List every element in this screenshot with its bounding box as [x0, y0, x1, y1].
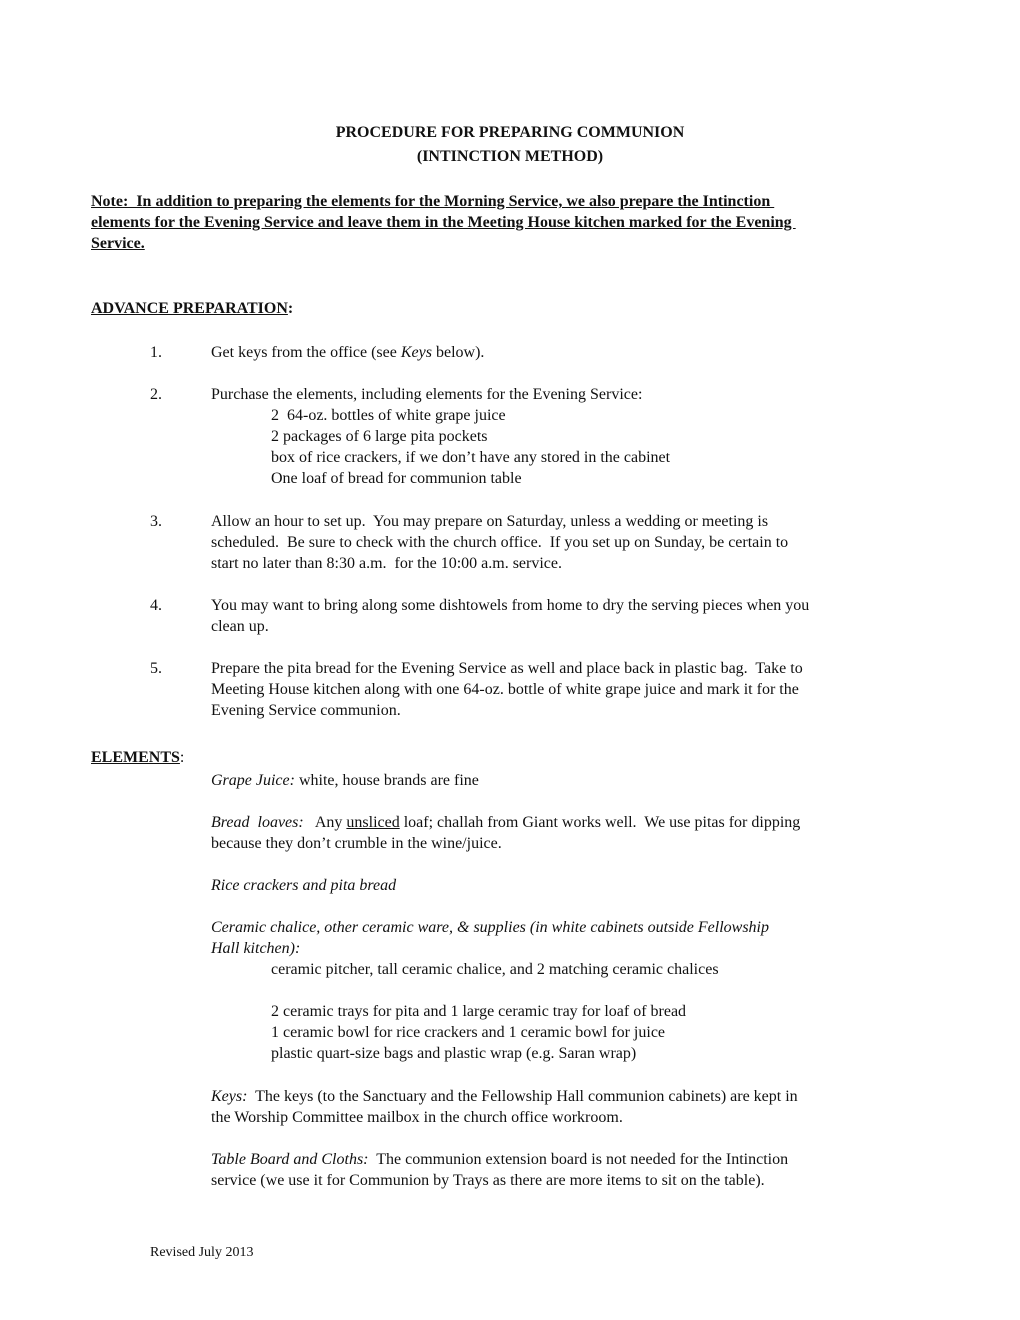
purchase-item: 2 packages of 6 large pita pockets — [271, 428, 488, 445]
keys-entry — [211, 1086, 911, 1107]
list-number: 2. — [150, 386, 162, 403]
rice-crackers-label: Rice crackers and pita bread — [211, 877, 397, 894]
note-line: Note: In addition to preparing the elements for the Morning Service, we also prepare the Intinction — [91, 193, 775, 210]
keys-text: The keys (to the Sanctuary and the Fellowship Hall communion cabinets) are kept in — [247, 1088, 798, 1105]
elements-heading-text: ELEMENTS — [91, 749, 180, 766]
purchase-item: box of rice crackers, if we don’t have any stored in the cabinet — [271, 449, 671, 466]
elements-heading-colon: : — [179, 749, 185, 766]
elements-heading — [91, 747, 184, 768]
table-board-label: Table Board and Cloths: — [211, 1151, 369, 1168]
list-item-line: Meeting House kitchen along with one 64-oz. bottle of white grape juice and mark it for the — [211, 681, 799, 698]
note-line: Service. — [91, 235, 145, 252]
bread-entry — [211, 812, 911, 833]
unsliced-text: unsliced — [346, 814, 400, 831]
list-item-text: Purchase the elements, including elements for the Evening Service: — [211, 386, 643, 403]
page-title: PROCEDURE FOR PREPARING COMMUNION — [335, 124, 685, 141]
table-board-text: The communion extension board is not needed for the Intinction — [368, 1151, 789, 1168]
list-number: 1. — [150, 344, 162, 361]
list-item-line: start no later than 8:30 a.m. for the 10:00 a.m. service. — [211, 555, 563, 572]
ceramic-item: plastic quart-size bags and plastic wrap (e.g. Saran wrap) — [271, 1045, 637, 1062]
bread-text: loaf; challah from Giant works well. We use pitas for dipping — [399, 814, 801, 831]
ceramic-label: Hall kitchen): — [211, 940, 301, 957]
advance-heading-text: ADVANCE PREPARATION — [91, 300, 288, 317]
grape-juice-entry — [211, 770, 911, 791]
advance-heading — [91, 298, 293, 319]
table-board-entry — [211, 1149, 911, 1170]
revised-footer: Revised July 2013 — [150, 1245, 254, 1260]
bread-text: Any — [303, 814, 347, 831]
keys-line: the Worship Committee mailbox in the church office workroom. — [211, 1109, 623, 1126]
list-item-line: Allow an hour to set up. You may prepare on Saturday, unless a wedding or meeting is — [211, 513, 769, 530]
list-item-line: scheduled. Be sure to check with the church office. If you set up on Sunday, be certain to — [211, 534, 789, 551]
advance-heading-colon: : — [287, 300, 294, 317]
note-line: elements for the Evening Service and leave them in the Meeting House kitchen marked for the Evening — [91, 214, 796, 231]
list-item — [211, 342, 911, 363]
ceramic-label: Ceramic chalice, other ceramic ware, & supplies (in white cabinets outside Fellowship — [211, 919, 769, 936]
ceramic-item: ceramic pitcher, tall ceramic chalice, and 2 matching ceramic chalices — [271, 961, 719, 978]
purchase-item: One loaf of bread for communion table — [271, 470, 522, 487]
page-subtitle: (INTINCTION METHOD) — [416, 148, 604, 165]
ceramic-item: 1 ceramic bowl for rice crackers and 1 ceramic bowl for juice — [271, 1024, 666, 1041]
grape-juice-label: Grape Juice: — [211, 772, 295, 789]
list-item-line: Prepare the pita bread for the Evening Service as well and place back in plastic bag. Take to — [211, 660, 803, 677]
bread-label: Bread loaves: — [211, 814, 304, 831]
table-board-line: service (we use it for Communion by Trays as there are more items to sit on the table). — [211, 1172, 765, 1189]
list-item-text: Get keys from the office (see — [211, 344, 401, 361]
list-number: 3. — [150, 513, 162, 530]
list-number: 5. — [150, 660, 162, 677]
list-item-line: clean up. — [211, 618, 269, 635]
list-number: 4. — [150, 597, 162, 614]
bread-line: because they don’t crumble in the wine/juice. — [211, 835, 502, 852]
ceramic-item: 2 ceramic trays for pita and 1 large ceramic tray for loaf of bread — [271, 1003, 687, 1020]
grape-juice-text: white, house brands are fine — [294, 772, 479, 789]
keys-label: Keys: — [211, 1088, 248, 1105]
keys-ref: Keys — [400, 344, 432, 361]
list-item-line: You may want to bring along some dishtowels from home to dry the serving pieces when you — [211, 597, 810, 614]
purchase-item: 2 64-oz. bottles of white grape juice — [271, 407, 506, 424]
list-item-text: below). — [431, 344, 485, 361]
list-item-line: Evening Service communion. — [211, 702, 401, 719]
